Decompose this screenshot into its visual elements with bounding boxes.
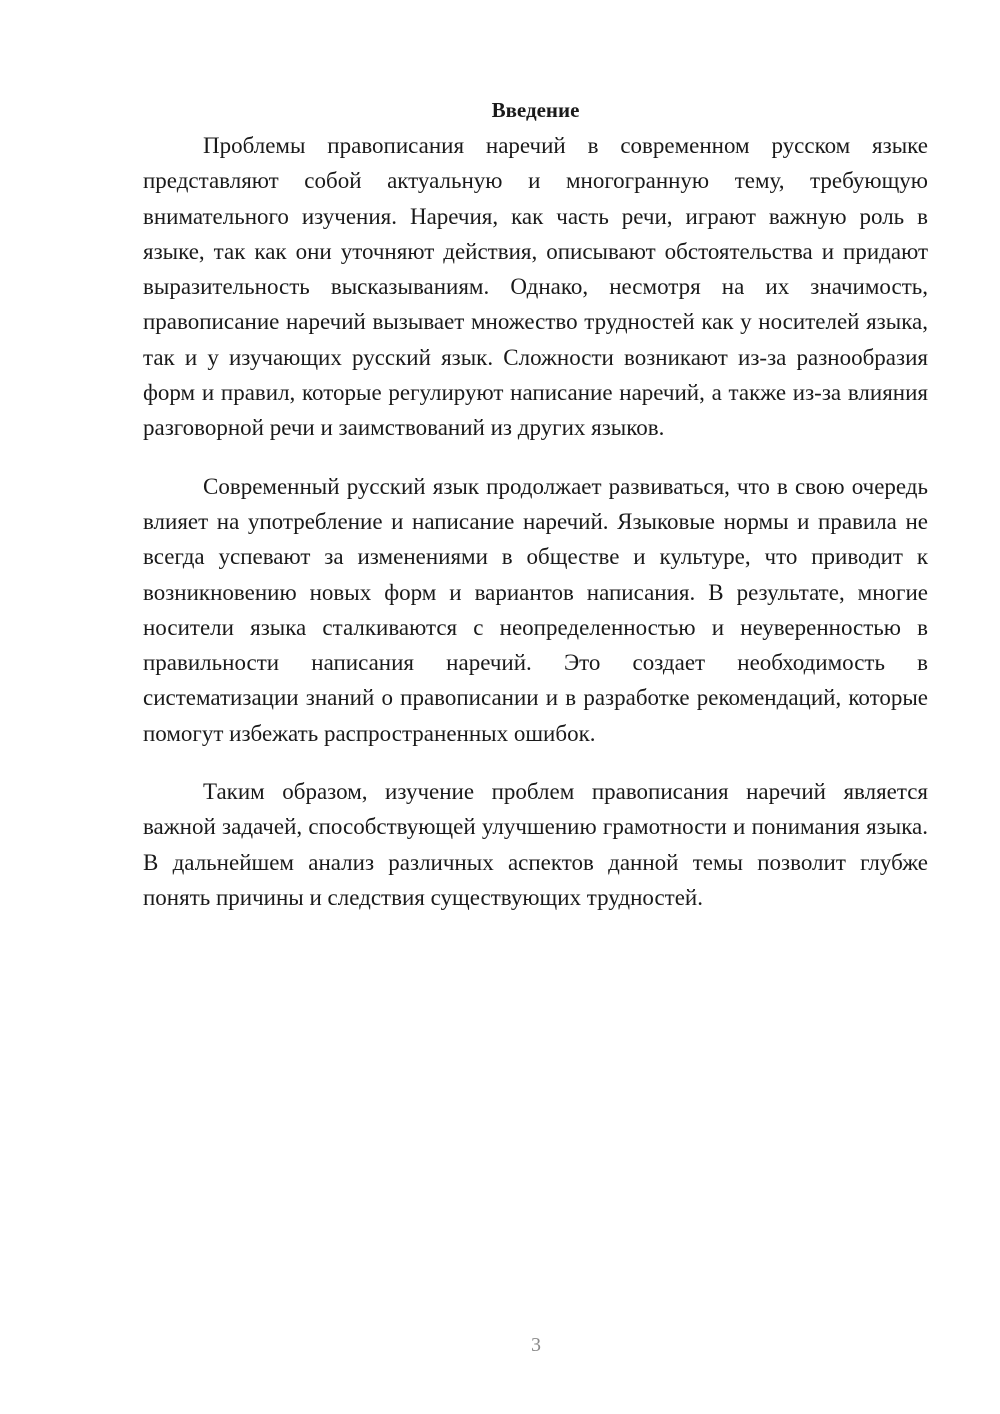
paragraph-2: Современный русский язык продолжает развиваться, что в свою очередь влияет на употребление и написание наречий. Языковые нормы и правила не всегда успевают за изменениями в обществе и культуре, что приводит к возникновению новых форм и вариантов написания. В результате, многие носители языка сталкиваются с неопределенностью и неуверенностью в правильности написания наречий. Это создает необходимость в систематизации знаний о правописании и в разработке рекомендаций, которые помогут избежать распространенных ошибок. [143,473,928,746]
paragraph-3: Таким образом, изучение проблем правописания наречий является важной задачей, способствующей улучшению грамотности и понимания языка. В дальнейшем анализ различных аспектов данной темы позволит глубже понять причины и следствия существующих трудностей. [143,779,928,910]
paragraph-1: Проблемы правописания наречий в современном русском языке представляют собой актуальную и многогранную тему, требующую внимательного изучения. Наречия, как часть речи, играют важную роль в языке, так как они уточняют действия, описывают обстоятельства и придают выразительность высказываниям. Однако, несмотря на их значимость, правописание наречий вызывает множество трудностей как у носителей языка, так и у изучающих русский язык. Сложности возникают из-за разнообразия форм и правил, которые регулируют написание наречий, а также из-за влияния разговорной речи и заимствований из других языков. [143,133,928,441]
section-heading: Введение [491,98,580,122]
page-content [143,92,928,915]
page-number: 3 [531,1334,541,1356]
